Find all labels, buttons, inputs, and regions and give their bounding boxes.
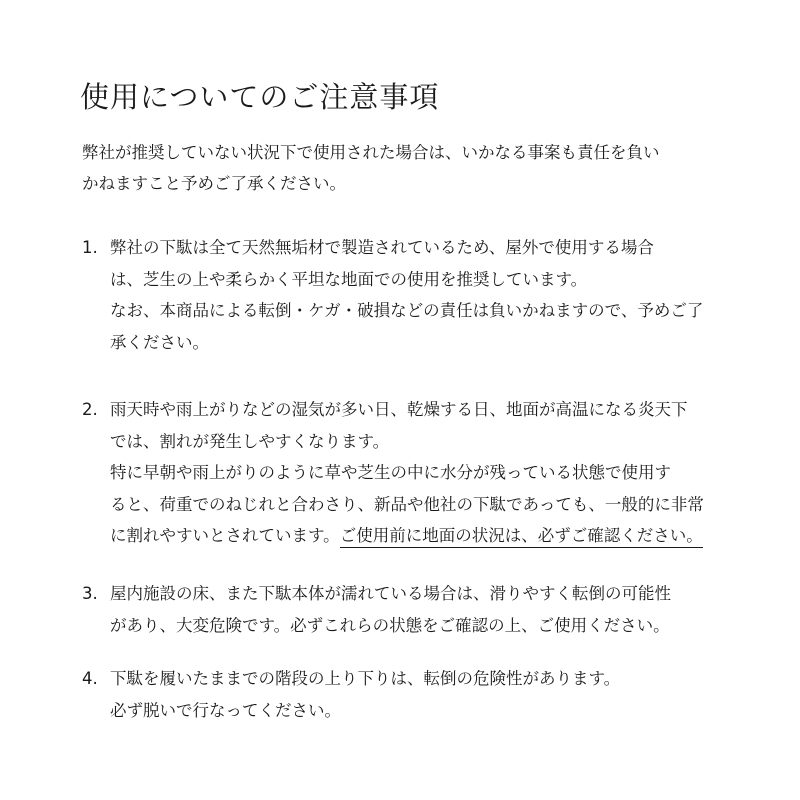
item-line: では、割れが発生しやすくなります。 xyxy=(110,431,390,451)
notice-item-1 xyxy=(82,232,732,358)
item-body xyxy=(110,232,732,358)
item-number: 3. xyxy=(82,584,98,603)
item-line: 下駄を履いたままでの階段の上り下りは、転倒の危険性があります。 xyxy=(110,669,621,688)
notice-item-4 xyxy=(82,663,732,726)
notice-item-2 xyxy=(82,394,732,552)
item-line: 雨天時や雨上がりなどの湿気が多い日、乾燥する日、地面が高温になる炎天下 xyxy=(110,400,688,419)
item-body xyxy=(110,578,732,641)
item-body xyxy=(110,663,732,726)
intro-line: かねますこと予めご了承ください。 xyxy=(82,174,346,193)
item-line: は、芝生の上や柔らかく平坦な地面での使用を推奨しています。 xyxy=(110,269,588,289)
item-line: 屋内施設の床、また下駄本体が濡れている場合は、滑りやすく転倒の可能性 xyxy=(110,584,671,603)
notice-item-3 xyxy=(82,578,732,641)
item-line: があり、大変危険です。必ずこれらの状態をご確認の上、ご使用ください。 xyxy=(110,615,670,635)
item-line: 必ず脱いで行なってください。 xyxy=(110,700,341,720)
item-line: なお、本商品による転倒・ケガ・破損などの責任は負いかねますので、予めご了 xyxy=(110,301,704,320)
item-number: 1. xyxy=(82,238,98,257)
intro-paragraph xyxy=(82,137,732,199)
item-number: 4. xyxy=(82,669,98,688)
item-number: 2. xyxy=(82,400,98,419)
item-line: 弊社の下駄は全て天然無垢材で製造されているため、屋外で使用する場合 xyxy=(110,238,654,257)
page-title: 使用についてのご注意事項 xyxy=(80,80,440,114)
item-text-plain: に割れやすいとされています。 xyxy=(110,526,340,545)
item-line: 特に早朝や雨上がりのように草や芝生の中に水分が残っている状態で使用す xyxy=(110,463,671,482)
item-line: 承ください。 xyxy=(110,332,209,352)
item-line: ると、荷重でのねじれと合わさり、新品や他社の下駄であっても、一般的に非常 xyxy=(110,494,704,514)
intro-line: 弊社が推奨していない状況下で使用された場合は、いかなる事案も責任を負い xyxy=(82,143,660,162)
item-body xyxy=(110,394,732,552)
item-line-last xyxy=(110,520,732,552)
underlined-warning: ご使用前に地面の状況は、必ずご確認ください。 xyxy=(340,526,703,548)
